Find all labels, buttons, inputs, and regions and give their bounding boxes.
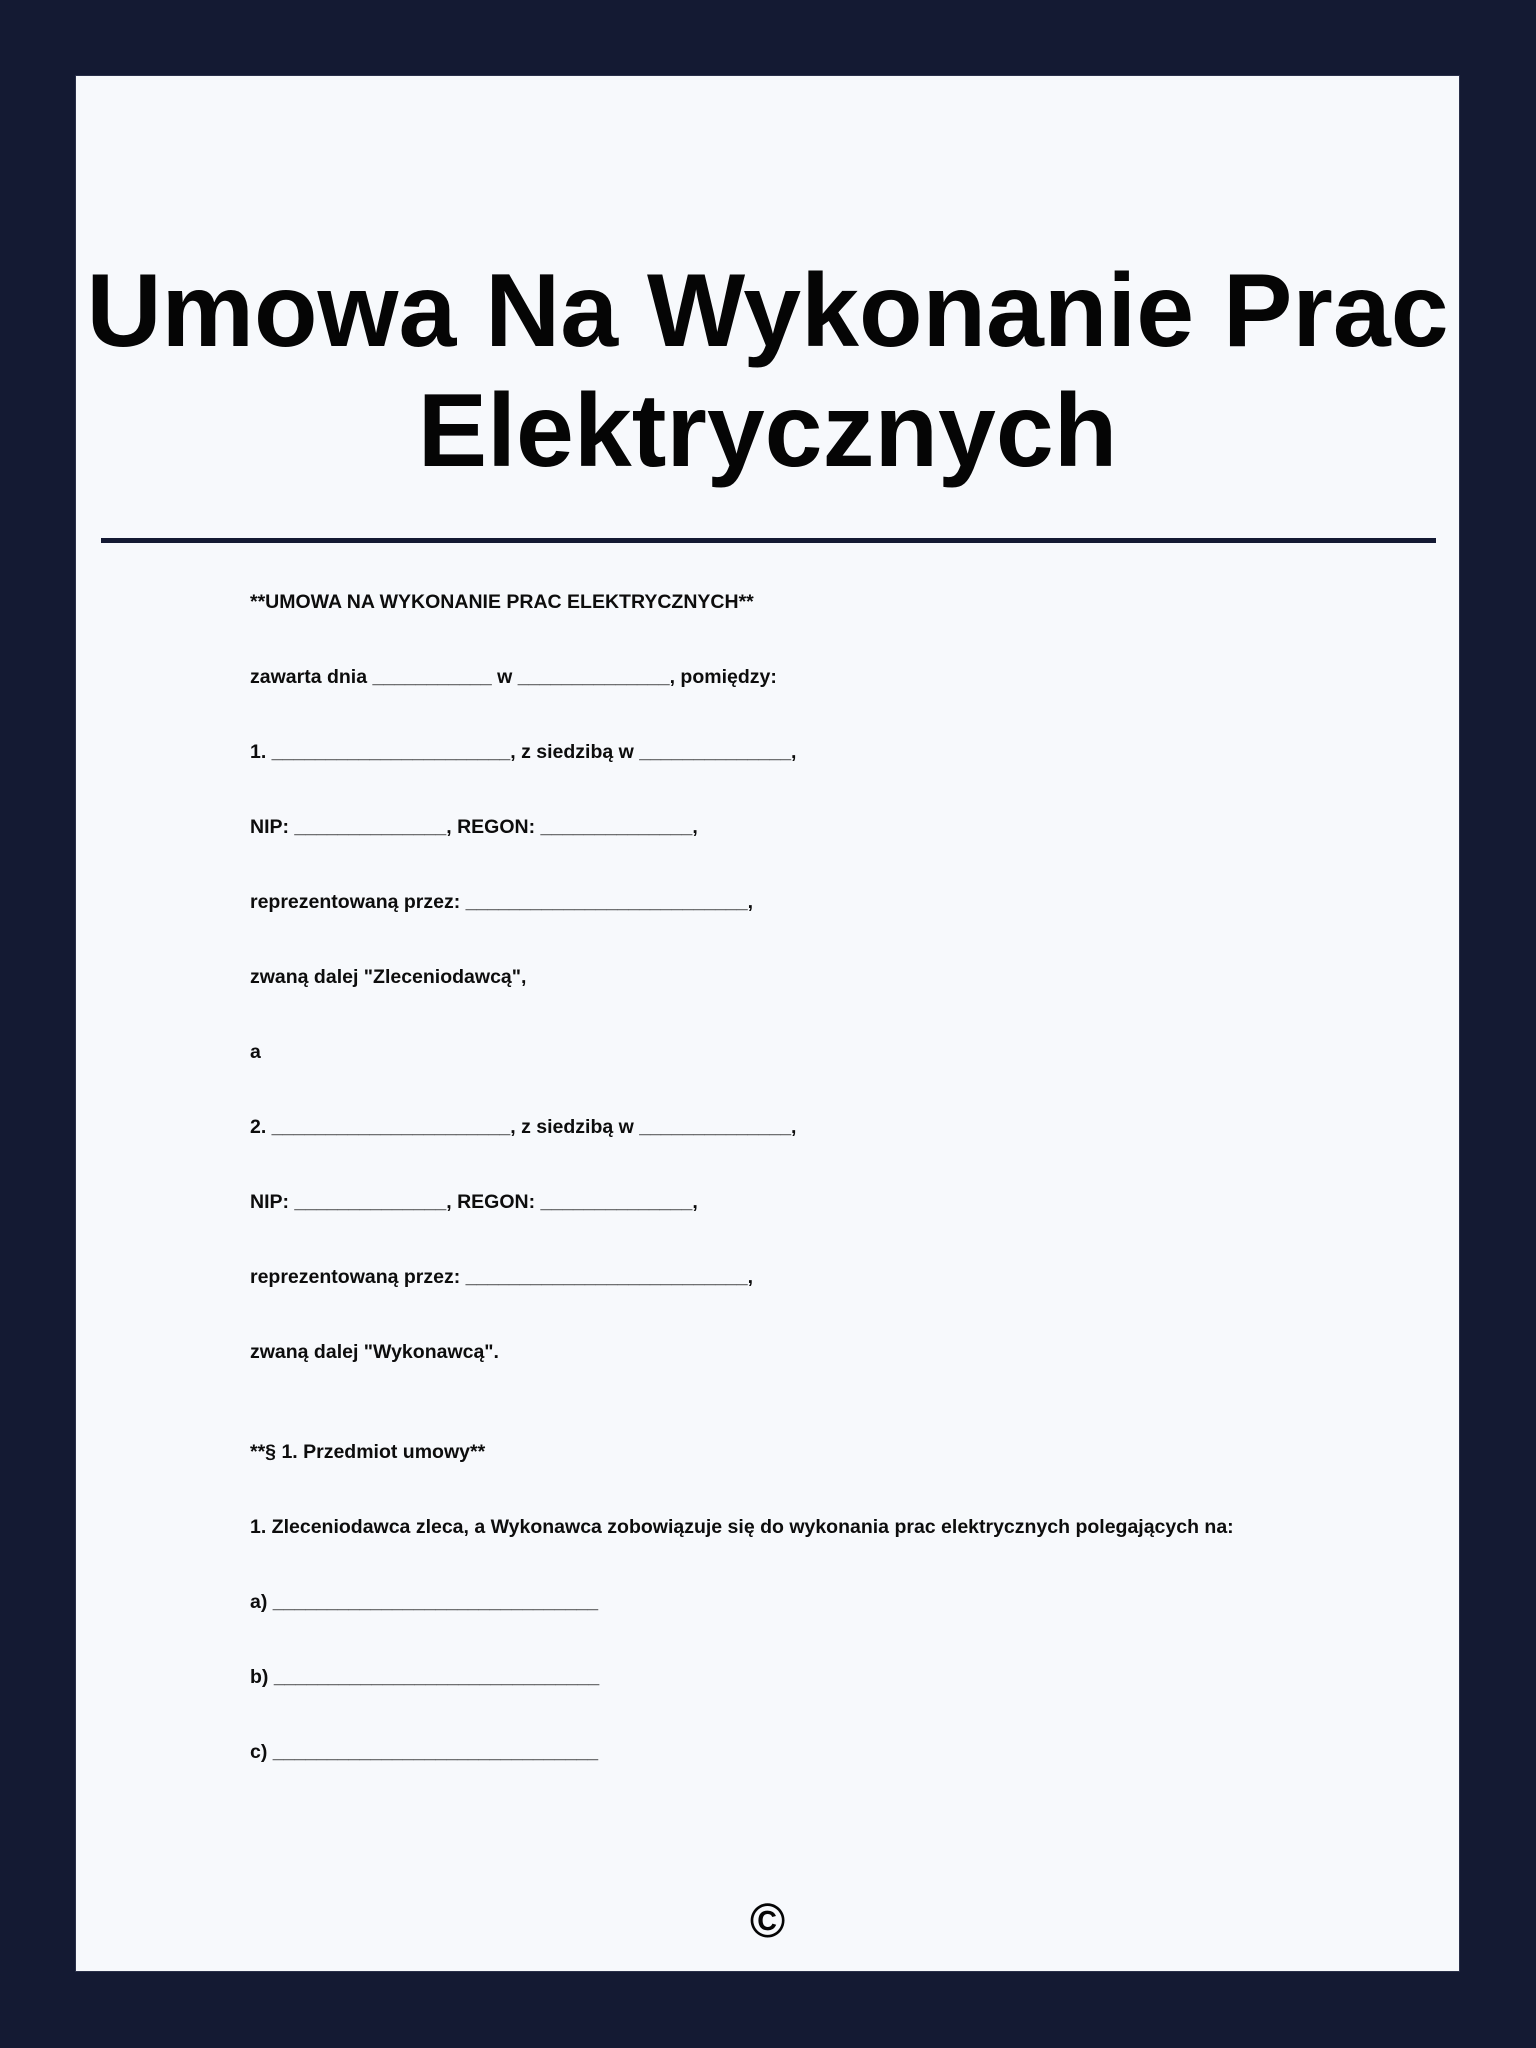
party-2-representative-line: reprezentowaną przez: __________________________, bbox=[250, 1266, 754, 1288]
party-1-name-line: 1. ______________________, z siedzibą w ______________, bbox=[250, 741, 797, 763]
title-line-1: Umowa Na Wykonanie Prac bbox=[86, 253, 1449, 369]
party-1-nip-regon-line: NIP: ______________, REGON: ______________, bbox=[250, 816, 698, 838]
party-2-name-line: 2. ______________________, z siedzibą w ______________, bbox=[250, 1116, 797, 1138]
party-1-role-line: zwaną dalej "Zleceniodawcą", bbox=[250, 966, 527, 988]
document-title bbox=[76, 251, 1459, 491]
party-1-representative-line: reprezentowaną przez: __________________________, bbox=[250, 891, 754, 913]
section-1-heading: **§ 1. Przedmiot umowy** bbox=[250, 1441, 486, 1463]
copyright-symbol: © bbox=[749, 1895, 786, 1948]
conjunction-line: a bbox=[250, 1041, 261, 1063]
section-1-item-c: c) ______________________________ bbox=[250, 1741, 599, 1763]
section-1-item-a: a) ______________________________ bbox=[250, 1591, 599, 1613]
contract-heading: **UMOWA NA WYKONANIE PRAC ELEKTRYCZNYCH** bbox=[250, 591, 754, 613]
section-1-item-b: b) ______________________________ bbox=[250, 1666, 600, 1688]
party-2-nip-regon-line: NIP: ______________, REGON: ______________, bbox=[250, 1191, 698, 1213]
document-page bbox=[75, 75, 1460, 1972]
title-line-2: Elektrycznych bbox=[417, 373, 1118, 489]
party-2-role-line: zwaną dalej "Wykonawcą". bbox=[250, 1341, 499, 1363]
contract-date-line: zawarta dnia ___________ w ______________, pomiędzy: bbox=[250, 666, 777, 688]
section-1-clause-1: 1. Zleceniodawca zleca, a Wykonawca zobowiązuje się do wykonania prac elektrycznych polegających na: bbox=[250, 1516, 1234, 1538]
title-divider bbox=[101, 538, 1436, 543]
